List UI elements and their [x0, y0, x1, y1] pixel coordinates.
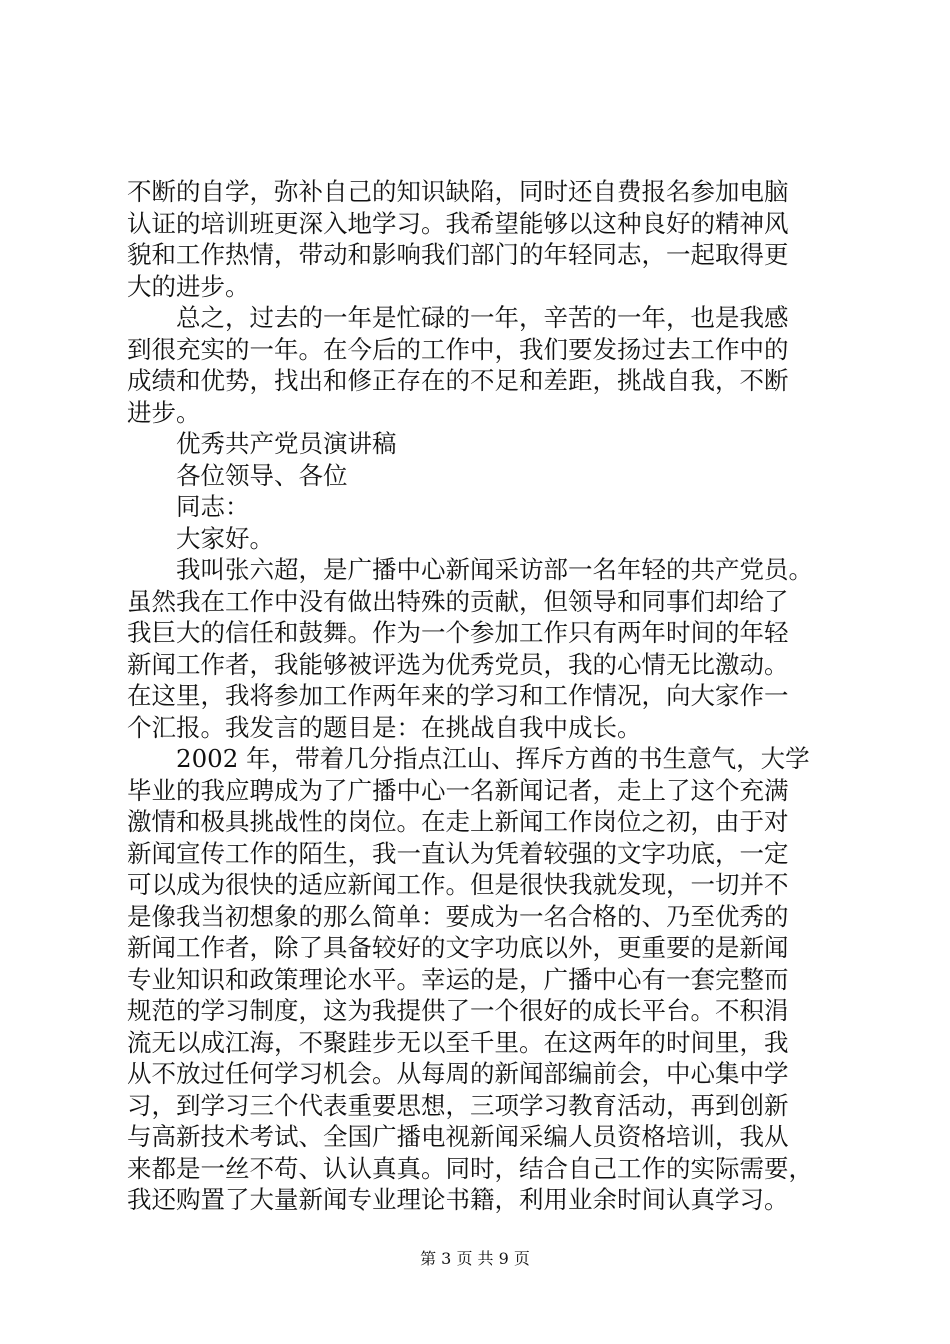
- speech-title: 优秀共产党员演讲稿: [176, 429, 397, 458]
- salutation-line: 各位领导、各位: [176, 460, 348, 490]
- text-line: 新闻工作者，我能够被评选为优秀党员，我的心情无比激动。: [127, 649, 789, 679]
- text-line: 从不放过任何学习机会。从每周的新闻部编前会，中心集中学: [127, 1059, 789, 1088]
- text-line: 与高新技术考试、全国广播电视新闻采编人员资格培训，我从: [127, 1122, 789, 1151]
- salutation-line: 同志：: [176, 492, 250, 521]
- text-line: 成绩和优势，找出和修正存在的不足和差距，挑战自我，不断: [127, 366, 789, 395]
- text-line: 来都是一丝不苟、认认真真。同时，结合自己工作的实际需要，: [127, 1153, 813, 1183]
- text-line: 虽然我在工作中没有做出特殊的贡献，但领导和同事们却给了: [127, 586, 789, 616]
- text-line: 进步。: [127, 397, 201, 427]
- document-body: [127, 176, 827, 1216]
- text-line: 在这里，我将参加工作两年来的学习和工作情况，向大家作一: [127, 681, 789, 710]
- text-line: 我叫张六超，是广播中心新闻采访部一名年轻的共产党员。: [176, 555, 813, 584]
- text-line: 认证的培训班更深入地学习。我希望能够以这种良好的精神风: [127, 208, 789, 238]
- text-line: 专业知识和政策理论水平。幸运的是，广播中心有一套完整而: [127, 964, 789, 994]
- text-line: 个汇报。我发言的题目是：在挑战自我中成长。: [127, 712, 642, 742]
- text-line: 激情和极具挑战性的岗位。在走上新闻工作岗位之初，由于对: [127, 807, 789, 836]
- text-line: 到很充实的一年。在今后的工作中，我们要发扬过去工作中的: [127, 334, 789, 364]
- text-line: 可以成为很快的适应新闻工作。但是很快我就发现，一切并不: [127, 870, 789, 899]
- text-line: 流无以成江海，不聚跬步无以至千里。在这两年的时间里，我: [127, 1027, 789, 1057]
- text-line: 我还购置了大量新闻专业理论书籍，利用业余时间认真学习。: [127, 1185, 789, 1214]
- page-number-footer: 第 3 页 共 9 页: [420, 1249, 530, 1268]
- text-line: 新闻宣传工作的陌生，我一直认为凭着较强的文字功底，一定: [127, 838, 789, 868]
- text-line: 规范的学习制度，这为我提供了一个很好的成长平台。不积涓: [127, 996, 789, 1025]
- text-line: 新闻工作者，除了具备较好的文字功底以外，更重要的是新闻: [127, 933, 789, 962]
- text-line: 2002 年，带着几分指点江山、挥斥方酋的书生意气，大学: [176, 744, 810, 773]
- text-line: 大的进步。: [127, 271, 250, 301]
- text-line: 毕业的我应聘成为了广播中心一名新闻记者，走上了这个充满: [127, 775, 789, 805]
- text-line: 貌和工作热情，带动和影响我们部门的年轻同志，一起取得更: [127, 240, 789, 269]
- text-line: 习，到学习三个代表重要思想，三项学习教育活动，再到创新: [127, 1090, 789, 1120]
- greeting-line: 大家好。: [176, 523, 274, 553]
- text-line: 总之，过去的一年是忙碌的一年，辛苦的一年，也是我感: [176, 303, 789, 332]
- text-line: 我巨大的信任和鼓舞。作为一个参加工作只有两年时间的年轻: [127, 618, 789, 647]
- text-line: 是像我当初想象的那么简单：要成为一名合格的、乃至优秀的: [127, 901, 789, 931]
- text-line: 不断的自学，弥补自己的知识缺陷，同时还自费报名参加电脑: [127, 177, 789, 206]
